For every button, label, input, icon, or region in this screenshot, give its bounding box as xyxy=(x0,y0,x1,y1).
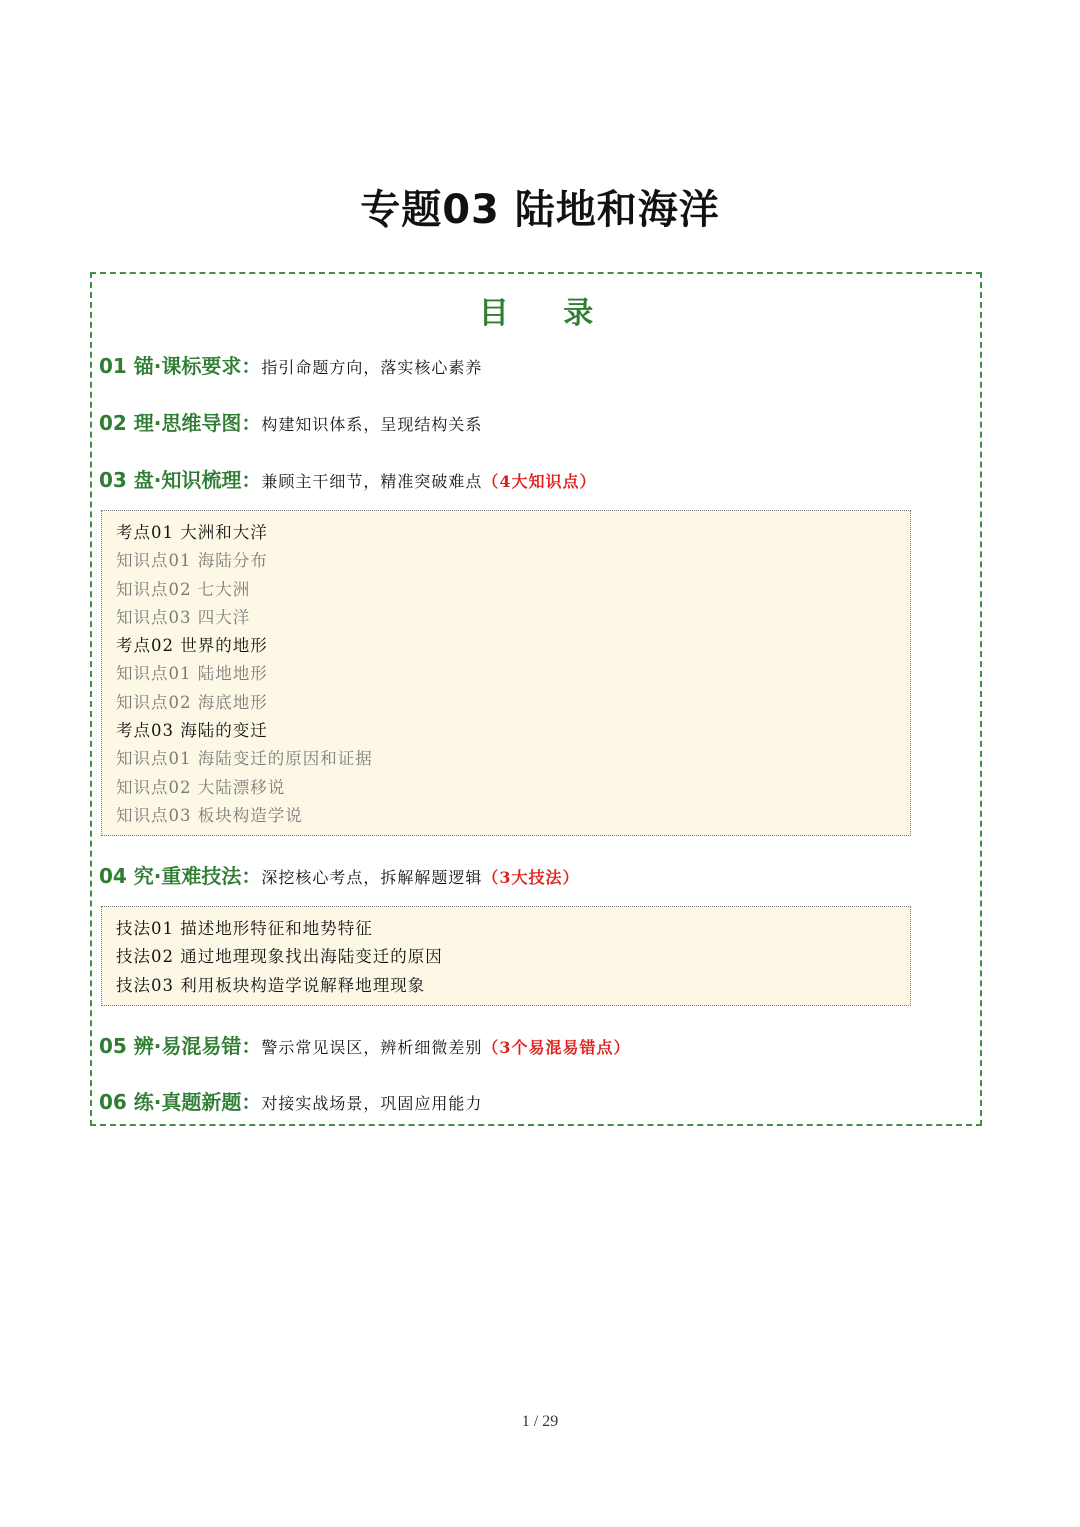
section-description: 兼顾主干细节，精准突破难点 xyxy=(261,472,483,491)
section-heading: 01 锚·课标要求： xyxy=(99,354,262,378)
knowledge-point-item[interactable]: 知识点01 海陆分布 xyxy=(116,551,268,571)
section-count-note: （3个易混易错点） xyxy=(482,1038,631,1057)
section-description: 警示常见误区，辨析细微差别 xyxy=(261,1038,483,1057)
toc-section-01[interactable] xyxy=(99,350,482,379)
toc-heading: 目 录 xyxy=(478,296,616,331)
toc-section-06[interactable] xyxy=(99,1086,482,1115)
section-count-note: （3大技法） xyxy=(482,868,580,887)
section-heading: 02 理·思维导图： xyxy=(99,411,262,435)
section-count-note: （4大知识点） xyxy=(482,472,597,491)
knowledge-point-item[interactable]: 知识点03 板块构造学说 xyxy=(116,805,303,825)
table-of-contents xyxy=(90,272,982,1126)
section-description: 构建知识体系，呈现结构关系 xyxy=(261,415,483,434)
section-description: 深挖核心考点，拆解解题逻辑 xyxy=(261,868,483,887)
exam-point-item[interactable]: 考点03 海陆的变迁 xyxy=(116,721,268,741)
toc-section-05[interactable] xyxy=(99,1030,631,1059)
section-description: 指引命题方向，落实核心素养 xyxy=(261,358,483,377)
toc-section-02[interactable] xyxy=(99,407,482,436)
knowledge-points-box xyxy=(101,510,911,836)
knowledge-point-item[interactable]: 知识点01 陆地地形 xyxy=(116,664,268,684)
techniques-box xyxy=(101,906,911,1006)
technique-item[interactable]: 技法01 描述地形特征和地势特征 xyxy=(116,919,373,938)
technique-item[interactable]: 技法02 通过地理现象找出海陆变迁的原因 xyxy=(116,947,443,967)
technique-item[interactable]: 技法03 利用板块构造学说解释地理现象 xyxy=(116,975,426,995)
section-heading: 04 究·重难技法： xyxy=(99,864,262,888)
toc-section-04[interactable] xyxy=(99,860,580,889)
section-heading: 06 练·真题新题： xyxy=(99,1090,262,1114)
section-description: 对接实战场景，巩固应用能力 xyxy=(261,1094,483,1113)
knowledge-point-item[interactable]: 知识点02 海底地形 xyxy=(116,692,268,712)
knowledge-point-item[interactable]: 知识点01 海陆变迁的原因和证据 xyxy=(116,749,373,769)
knowledge-point-item[interactable]: 知识点03 四大洋 xyxy=(116,607,251,627)
section-heading: 03 盘·知识梳理： xyxy=(99,468,262,492)
knowledge-point-item[interactable]: 知识点02 七大洲 xyxy=(116,579,251,599)
toc-section-03[interactable] xyxy=(99,464,597,493)
section-heading: 05 辨·易混易错： xyxy=(99,1034,262,1058)
exam-point-item[interactable]: 考点02 世界的地形 xyxy=(116,636,268,656)
page-number: 1 / 29 xyxy=(521,1413,559,1430)
knowledge-point-item[interactable]: 知识点02 大陆漂移说 xyxy=(116,777,286,797)
exam-point-item[interactable]: 考点01 大洲和大洋 xyxy=(116,523,268,542)
page-title: 专题03 陆地和海洋 xyxy=(360,187,720,233)
